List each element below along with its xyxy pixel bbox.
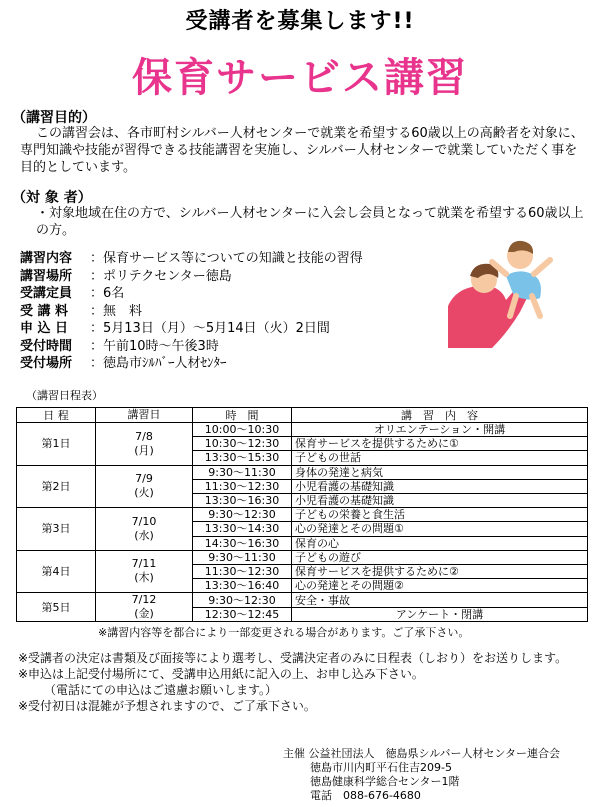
schedule-date-cell	[96, 465, 193, 508]
info-label: 受講定員	[20, 286, 73, 301]
schedule-content: 身体の発達と病気	[292, 465, 588, 479]
schedule-weekday: (火)	[134, 486, 154, 500]
col-header-time: 時 間	[193, 408, 292, 423]
info-value: ：保育サービス等についての知識と技能の習得	[90, 251, 363, 266]
table-row	[17, 465, 588, 479]
schedule-time: 13:30～16:40	[193, 579, 292, 593]
schedule-time: 13:30～14:30	[193, 522, 292, 536]
schedule-content: 心の発達とその問題②	[292, 579, 588, 593]
schedule-time: 11:30～12:30	[193, 564, 292, 578]
schedule-date-cell	[96, 550, 193, 593]
schedule-weekday: (木)	[134, 571, 154, 585]
schedule-time: 13:30～15:30	[193, 451, 292, 465]
info-value: ：午前10時～午後3時	[90, 338, 219, 354]
purpose-text	[20, 125, 590, 176]
schedule-time: 10:00～10:30	[193, 423, 292, 437]
info-value: ：ポリテクセンター徳島	[90, 268, 232, 284]
schedule-content: 子どもの遊び	[292, 550, 588, 564]
header-tagline: 受講者を募集します!!	[185, 9, 415, 34]
schedule-day: 第4日	[17, 550, 96, 593]
target-heading: （対 象 者）	[12, 190, 92, 206]
info-label: 受付場所	[20, 356, 73, 371]
schedule-content: オリエンテーション・開講	[292, 423, 588, 437]
schedule-content: 心の発達とその問題①	[292, 522, 588, 536]
schedule-date: 7/8	[135, 429, 153, 443]
purpose-body: この講習会は、各市町村シルバー人材センターで就業を希望する60歳以上の高齢者を対象に、専門知識や技能が習得できる技能講習を実施し、シルバー人材センターで就業していただく事を目的としています。	[20, 126, 584, 175]
col-header-date: 講習日	[96, 408, 193, 423]
schedule-heading: （講習日程表）	[26, 389, 103, 402]
schedule-header-row	[17, 408, 588, 423]
col-header-day: 日 程	[17, 408, 96, 423]
schedule-time: 9:30～11:30	[193, 550, 292, 564]
schedule-date: 7/11	[131, 557, 157, 571]
schedule-weekday: (月)	[134, 443, 154, 457]
info-row	[20, 250, 363, 268]
schedule-note: ※講習内容等を都合により一部変更される場合があります。ご了承下さい。	[98, 626, 470, 639]
note-application: ※申込は上記受付場所にて、受講申込用紙に記入の上、お申し込み下さい。	[18, 667, 424, 681]
purpose-heading: （講習目的）	[12, 110, 96, 126]
col-header-content: 講 習 内 容	[292, 408, 588, 423]
note-phone: （電話にての申込はご遠慮お願いします。）	[44, 683, 278, 697]
info-label: 講習場所	[20, 268, 73, 284]
schedule-day: 第3日	[17, 508, 96, 551]
baby-illustration-icon	[448, 228, 568, 348]
info-value: ：6名	[90, 286, 125, 301]
schedule-content: 保育サービスを提供するために②	[292, 564, 588, 578]
schedule-content: 安全・事故	[292, 593, 588, 608]
info-row	[20, 320, 363, 338]
schedule-date-cell	[96, 593, 193, 622]
schedule-time: 14:30～16:30	[193, 536, 292, 550]
footer	[283, 747, 560, 803]
info-value: ：5月13日（月）～5月14日（火）2日間	[90, 321, 330, 336]
footer-phone: 電話 088-676-4680	[310, 789, 421, 802]
footer-organizer: 主催 公益社団法人 徳島県シルバー人材センター連合会	[283, 747, 561, 760]
schedule-date-cell	[96, 508, 193, 551]
footer-address1: 徳島市川内町平石住吉209-5	[310, 761, 452, 774]
footer-address2: 徳島健康科学総合センター1階	[310, 775, 460, 788]
schedule-content: アンケート・閉講	[292, 607, 588, 622]
schedule-content: 保育の心	[292, 536, 588, 550]
info-label: 申 込 日	[20, 321, 69, 336]
table-row	[17, 423, 588, 437]
schedule-weekday: (水)	[134, 528, 154, 542]
info-label: 講習内容	[20, 251, 73, 266]
info-row	[20, 338, 363, 356]
schedule-time: 10:30～12:30	[193, 437, 292, 451]
schedule-content: 保育サービスを提供するために①	[292, 437, 588, 451]
table-row	[17, 550, 588, 564]
info-value: ：無 料	[90, 303, 143, 319]
schedule-content: 子どもの世話	[292, 451, 588, 465]
schedule-content: 子どもの栄養と食生活	[292, 508, 588, 522]
info-value: ：徳島市ｼﾙﾊﾞｰ人材ｾﾝﾀｰ	[90, 356, 227, 371]
schedule-day: 第5日	[17, 593, 96, 622]
notes	[18, 650, 593, 714]
schedule-day: 第2日	[17, 465, 96, 508]
info-row	[20, 355, 363, 373]
schedule-time: 11:30～12:30	[193, 479, 292, 493]
course-info	[20, 250, 363, 373]
schedule-time: 9:30～12:30	[193, 508, 292, 522]
info-label: 受 講 料	[20, 303, 69, 319]
schedule-content: 小児看護の基礎知識	[292, 479, 588, 493]
target-text: ・対象地域在住の方で、シルバー人材センターに入会し会員となって就業を希望する60歳以上の方。	[36, 206, 584, 238]
info-row	[20, 303, 363, 321]
schedule-time: 13:30～16:30	[193, 493, 292, 507]
table-row	[17, 593, 588, 608]
schedule-content: 小児看護の基礎知識	[292, 493, 588, 507]
schedule-time: 9:30～12:30	[193, 593, 292, 608]
schedule-time: 12:30～12:45	[193, 607, 292, 622]
schedule-time: 9:30～11:30	[193, 465, 292, 479]
schedule-date: 7/9	[135, 472, 153, 486]
schedule-weekday: (金)	[134, 607, 154, 621]
note-crowding: ※受付初日は混雑が予想されますので、ご了承下さい。	[18, 699, 316, 713]
schedule-day: 第1日	[17, 423, 96, 466]
page-title: 保育サービス講習	[132, 55, 468, 101]
schedule-date-cell	[96, 423, 193, 466]
schedule-table	[16, 407, 588, 622]
schedule-date: 7/10	[131, 514, 157, 528]
note-selection: ※受講者の決定は書類及び面接等により選考し、受講決定者のみに日程表（しおり）をお送りします。	[18, 651, 568, 665]
schedule-date: 7/12	[131, 593, 157, 607]
info-row	[20, 285, 363, 303]
info-label: 受付時間	[20, 338, 73, 354]
info-row	[20, 268, 363, 286]
table-row	[17, 508, 588, 522]
